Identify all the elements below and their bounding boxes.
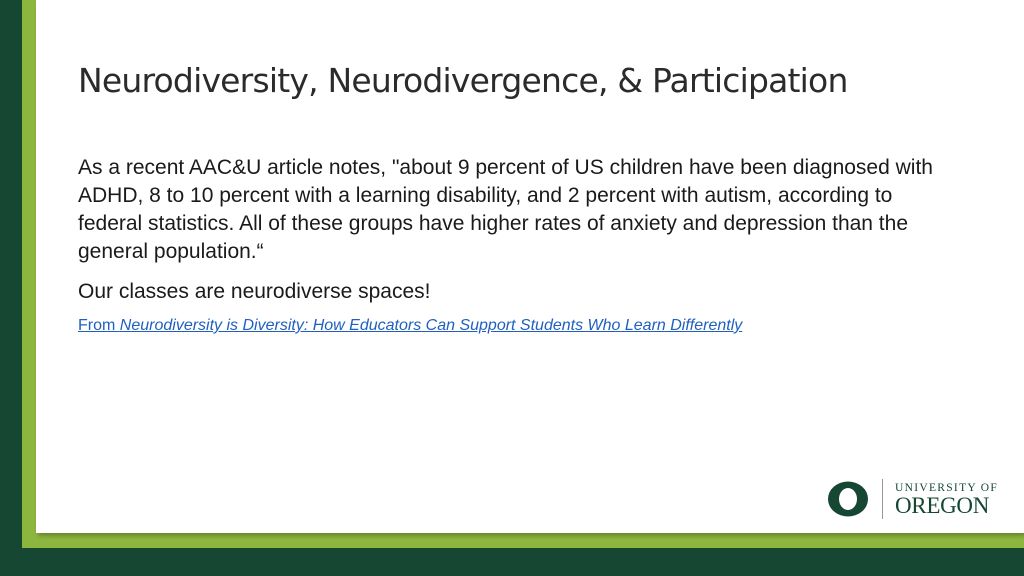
university-of-oregon-logo bbox=[826, 479, 998, 519]
logo-divider bbox=[882, 479, 883, 519]
body-paragraph-statistics: As a recent AAC&U article notes, "about 9 percent of US children have been diagnosed with ADHD, 8 to 10 percent with a learning disability, and 2 percent with autism, according to federal statistics. All of these groups have higher rates of anxiety and depression than the general population.“ bbox=[78, 156, 933, 263]
source-link-prefix: From bbox=[78, 317, 120, 334]
source-link-title: Neurodiversity is Diversity: How Educators Can Support Students Who Learn Differently bbox=[119, 317, 743, 334]
source-link[interactable] bbox=[78, 317, 742, 335]
logo-wordmark bbox=[895, 481, 998, 517]
logo-oregon: OREGON bbox=[895, 493, 990, 518]
oregon-o-icon bbox=[826, 479, 870, 519]
body-paragraph-neurodiverse: Our classes are neurodiverse spaces! bbox=[78, 280, 431, 303]
logo-university-of: UNIVERSITY OF bbox=[895, 482, 999, 494]
slide-title: Neurodiversity, Neurodivergence, & Participation bbox=[78, 61, 848, 100]
